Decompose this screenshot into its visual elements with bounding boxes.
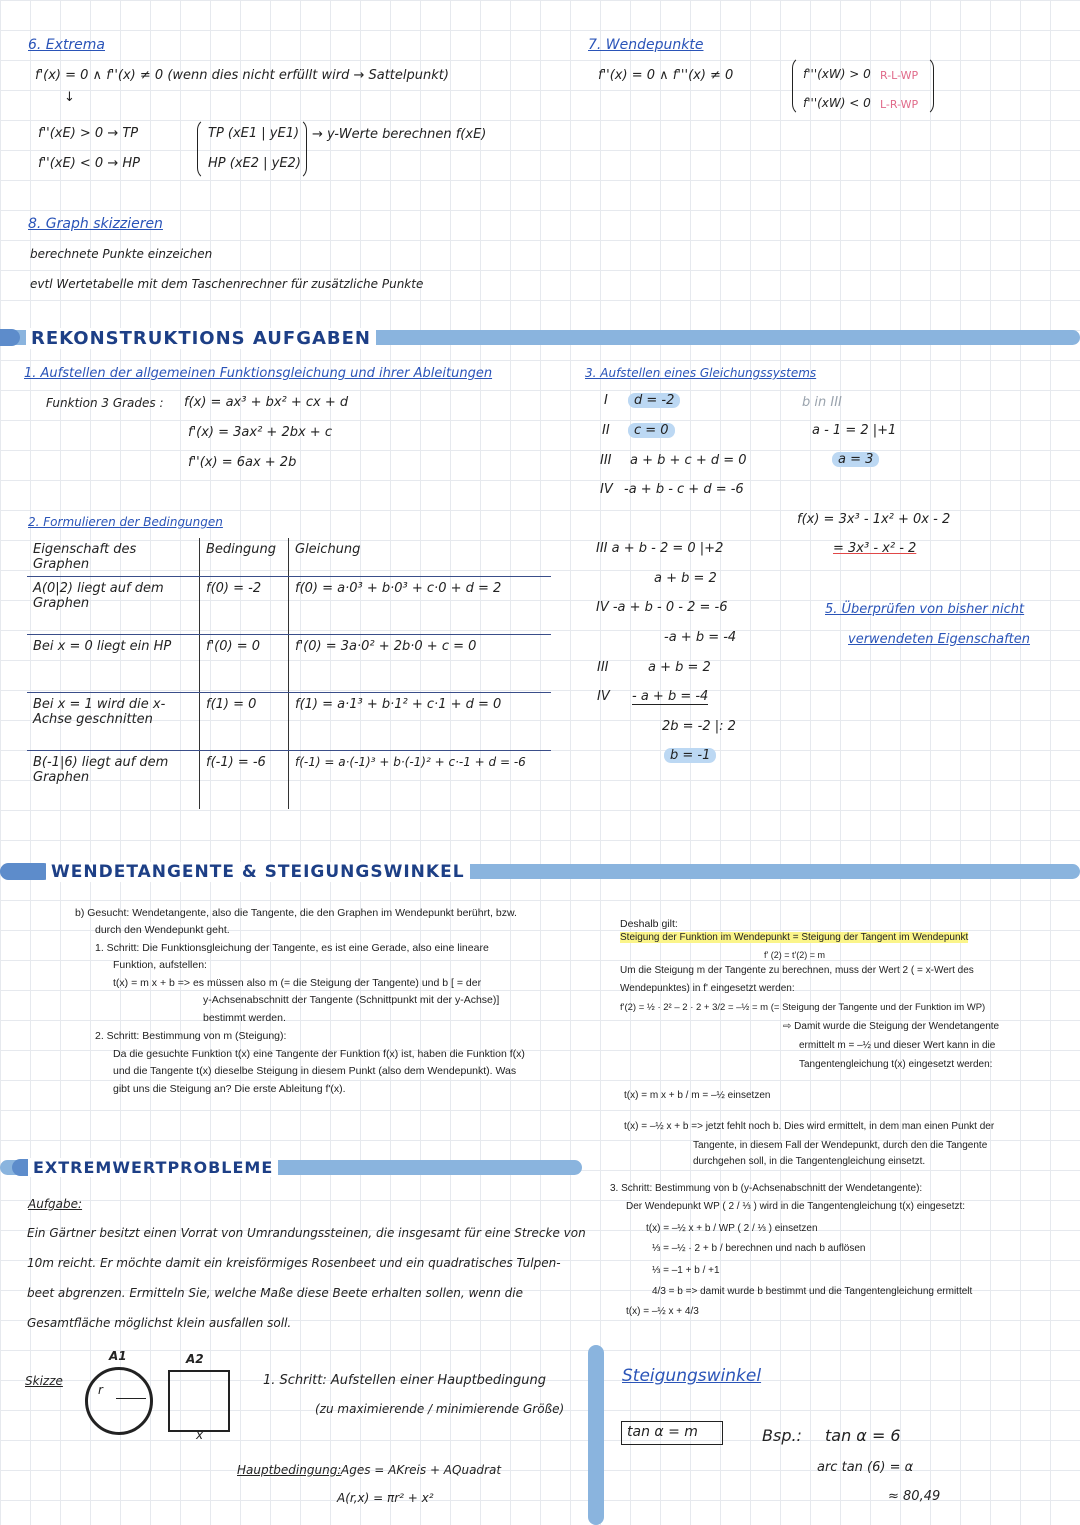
table-row (27, 635, 551, 693)
eq1: d = -2 (628, 393, 680, 408)
r-t2: t(x) = –½ x + b => jetzt fehlt noch b. Dies wird ermittelt, in dem man einen Punkt der (624, 1121, 995, 1132)
graph-bullet-1: berechnete Punkte einzeichen (30, 247, 213, 261)
table-cell: f(-1) = -6 (200, 751, 289, 809)
extrema-tp-line: f''(xE) > 0 → TP (38, 126, 139, 141)
aufgabe-label: Aufgabe: (28, 1197, 83, 1211)
r-p1: Um die Steigung m der Tangente zu berechnen, muss der Wert 2 ( = x-Wert des (620, 965, 974, 976)
tulpenbeet-square (168, 1370, 230, 1432)
eq1-number: I (604, 393, 608, 408)
function-result-simplified: = 3x³ - x² - 2 (833, 541, 917, 556)
table-cell: f(0) = -2 (200, 577, 289, 635)
example-line-2: arc tan (6) = α (817, 1460, 914, 1475)
step1-d: y-Achsenabschnitt der Tangente (Schnittpunkt mit der y-Achse)] (203, 994, 500, 1006)
table-cell: Bei x = 1 wird die x-Achse geschnitten (27, 693, 200, 751)
r-calc: f'(2) = ½ · 2² – 2 · 2 + 3/2 = –½ = m (= Steigung der Tangente und der Funktion im WP) (620, 1002, 986, 1013)
wendetangente-title-blob (0, 863, 52, 880)
table-cell: f'(0) = 0 (200, 635, 289, 693)
side-label: x (196, 1428, 204, 1442)
table-header-gleichung: Gleichung (289, 538, 552, 577)
sum-IV-label: IV (597, 689, 610, 704)
table-row (27, 751, 551, 809)
table-cell: f(1) = a·1³ + b·1² + c·1 + d = 0 (289, 693, 552, 751)
r-s3b: t(x) = –½ x + b / WP ( 2 / ⅓ ) einsetzen (646, 1223, 818, 1234)
down-arrow-icon: ↓ (64, 90, 75, 105)
IV-step-b: -a + b = -4 (664, 630, 737, 645)
step2-b: Da die gesuchte Funktion t(x) eine Tangente der Funktion f(x) ist, haben die Funktion f(x) (113, 1048, 525, 1060)
hauptbedingung-equation: Ages = AKreis + AQuadrat (341, 1463, 502, 1477)
graph-bullet-2: evtl Wertetabelle mit dem Taschenrechner für zusätzliche Punkte (30, 277, 424, 291)
radius-line (116, 1398, 146, 1399)
r-p2: Wendepunktes) in f' eingesetzt werden: (620, 983, 795, 994)
eq3: a + b + c + d = 0 (630, 453, 747, 468)
second-derivative: f''(x) = 6ax + 2b (188, 455, 297, 470)
table-cell: f(0) = a·0³ + b·0³ + c·0 + d = 2 (289, 577, 552, 635)
r-t1: t(x) = m x + b / m = –½ einsetzen (624, 1090, 771, 1101)
rekon-step3-heading: 3. Aufstellen eines Gleichungssystems (585, 366, 817, 380)
wendepunkte-heading: 7. Wendepunkte (588, 37, 704, 53)
r-d3: Tangentengleichung t(x) eingesetzt werden: (799, 1059, 993, 1070)
vertical-divider-bar (588, 1345, 604, 1525)
r-s3c: ⅓ = –½ · 2 + b / berechnen und nach b auflösen (652, 1243, 866, 1254)
r-s3a: Der Wendepunkt WP ( 2 / ⅓ ) wird in die Tangentengleichung t(x) eingesetzt: (626, 1201, 966, 1212)
schritt1-subtitle: (zu maximierende / minimierende Größe) (315, 1402, 565, 1416)
aufgabe-text-4: Gesamtfläche möglichst klein ausfallen soll. (27, 1316, 292, 1330)
table-cell: f'(0) = 3a·0² + 2b·0 + c = 0 (289, 635, 552, 693)
conditions-table (27, 538, 551, 809)
table-header-eigenschaft: Eigenschaft des Graphen (27, 538, 200, 577)
rl-condition: f'''(xW) > 0 (803, 67, 871, 81)
eq4: -a + b - c + d = -6 (624, 482, 744, 497)
table-cell: f(1) = 0 (200, 693, 289, 751)
extremwert-title: EXTREMWERTPROBLEME (28, 1158, 278, 1177)
extrema-heading: 6. Extrema (28, 37, 106, 53)
b-intro-2: durch den Wendepunkt geht. (95, 924, 230, 936)
wendetangente-title: WENDETANGENTE & STEIGUNGSWINKEL (46, 862, 470, 882)
skizze-label: Skizze (25, 1374, 63, 1388)
table-cell: A(0|2) liegt auf dem Graphen (27, 577, 200, 635)
r-t3: Tangente, in diesem Fall der Wendepunkt, durch den die Tangente (693, 1140, 988, 1151)
hauptbedingung-equation-2: A(r,x) = πr² + x² (337, 1491, 434, 1505)
table-row (27, 693, 551, 751)
extrema-hp-line: f''(xE) < 0 → HP (38, 156, 140, 171)
b-in-III: b in III (802, 395, 842, 410)
r-fp: f' (2) = t'(2) = m (764, 950, 825, 960)
rekon-step2-heading: 2. Formulieren der Bedingungen (28, 515, 223, 529)
r-d1: ⇨ Damit wurde die Steigung der Wendetangente (783, 1021, 1000, 1032)
step1-c: t(x) = m x + b => es müssen also m (= die Steigung der Tangente) und b [ = der (113, 977, 482, 989)
a-result: a = 3 (832, 452, 879, 467)
radius-label: r (98, 1383, 103, 1397)
extrema-hp-point: HP (xE2 | yE2) (208, 156, 301, 171)
step1-a: 1. Schritt: Die Funktionsgleichung der Tangente, es ist eine Gerade, also eine lineare (95, 942, 489, 954)
table-cell: Bei x = 0 liegt ein HP (27, 635, 200, 693)
wendepunkte-condition: f''(x) = 0 ∧ f'''(x) ≠ 0 (598, 68, 734, 83)
eq2: c = 0 (628, 423, 675, 438)
step1-e: bestimmt werden. (203, 1012, 286, 1024)
r-d2: ermittelt m = –½ und dieser Wert kann in die (799, 1040, 996, 1051)
table-row (27, 577, 551, 635)
table-cell: B(-1|6) liegt auf dem Graphen (27, 751, 200, 809)
a-step: a - 1 = 2 |+1 (812, 423, 897, 438)
steigungswinkel-formula: tan α = m (627, 1424, 698, 1440)
lr-label: L-R-WP (880, 98, 919, 111)
steigungswinkel-heading: Steigungswinkel (622, 1366, 762, 1386)
rekon-title: REKONSTRUKTIONS AUFGABEN (26, 328, 376, 349)
step2-d: gibt uns die Steigung an? Die erste Ableitung f'(x). (113, 1083, 346, 1095)
first-derivative: f'(x) = 3ax² + 2bx + c (188, 425, 332, 440)
a2-label: A2 (186, 1352, 204, 1366)
r-deshalb: Deshalb gilt: (620, 918, 678, 930)
rekon-step1-heading: 1. Aufstellen der allgemeinen Funktionsgleichung und ihrer Ableitungen (24, 366, 493, 381)
r-t4: durchgehen soll, in die Tangentengleichung einsetzt. (693, 1156, 926, 1167)
a1-label: A1 (109, 1349, 127, 1363)
eq2-number: II (602, 423, 610, 438)
IV-step-a: IV -a + b - 0 - 2 = -6 (596, 600, 728, 615)
general-function: f(x) = ax³ + bx² + cx + d (184, 395, 349, 410)
lr-condition: f'''(xW) < 0 (803, 96, 871, 110)
extrema-tp-point: TP (xE1 | yE1) (208, 126, 300, 141)
r-s3: 3. Schritt: Bestimmung von b (y-Achsenabschnitt der Wendetangente): (610, 1183, 923, 1194)
schritt1-heading: 1. Schritt: Aufstellen einer Hauptbedingung (263, 1373, 546, 1388)
step2-c: und die Tangente t(x) dieselbe Steigung in diesem Punkt (also dem Wendepunkt). Was (113, 1065, 517, 1077)
aufgabe-text-3: beet abgrenzen. Ermitteln Sie, welche Maße diese Beete erhalten sollen, wenn die (27, 1286, 524, 1300)
sum-III-label: III (597, 660, 609, 675)
rekon-function-label: Funktion 3 Grades : (46, 396, 164, 410)
r-s3d: ⅓ = –1 + b / +1 (652, 1265, 720, 1276)
function-result: f(x) = 3x³ - 1x² + 0x - 2 (797, 512, 951, 527)
table-cell: f(-1) = a·(-1)³ + b·(-1)² + c·-1 + d = -6 (295, 755, 526, 769)
r-highlight: Steigung der Funktion im Wendepunkt = Steigung der Tangent im Wendepunkt (620, 932, 969, 943)
extrema-yvalues: → y-Werte berechnen f(xE) (312, 127, 487, 142)
extrema-condition: f'(x) = 0 ∧ f''(x) ≠ 0 (wenn dies nicht erfüllt wird → Sattelpunkt) (35, 68, 449, 83)
eq4-number: IV (600, 482, 613, 497)
eq3-number: III (600, 453, 612, 468)
step5-line2: verwendeten Eigenschaften (848, 632, 1030, 647)
aufgabe-text-2: 10m reicht. Er möchte damit ein kreisförmiges Rosenbeet und ein quadratisches Tulpen- (27, 1256, 561, 1270)
example-label: Bsp.: (762, 1426, 802, 1445)
b-intro-1: b) Gesucht: Wendetangente, also die Tangente, die den Graphen im Wendepunkt berührt, bzw. (75, 907, 517, 919)
III-step-b: a + b = 2 (654, 571, 717, 586)
r-s3f: t(x) = –½ x + 4/3 (626, 1306, 699, 1317)
rosenbeet-circle (85, 1367, 153, 1435)
rekon-title-blob (0, 329, 20, 346)
rl-label: R-L-WP (880, 69, 919, 82)
sum-IV-eq: - a + b = -4 (632, 689, 709, 704)
aufgabe-text-1: Ein Gärtner besitzt einen Vorrat von Umrandungssteinen, die insgesamt für eine Strecke von (27, 1226, 586, 1240)
example-line-1: tan α = 6 (825, 1426, 901, 1445)
r-s3e: 4/3 = b => damit wurde b bestimmt und die Tangentengleichung ermittelt (652, 1286, 973, 1297)
hauptbedingung-label: Hauptbedingung: (237, 1463, 342, 1477)
example-line-3: ≈ 80,49 (888, 1489, 941, 1504)
table-header-bedingung: Bedingung (200, 538, 289, 577)
sum-III-eq: a + b = 2 (648, 660, 711, 675)
two-b-step: 2b = -2 |: 2 (662, 719, 736, 734)
III-step-a: III a + b - 2 = 0 |+2 (596, 541, 724, 556)
b-result: b = -1 (664, 748, 716, 763)
graph-heading: 8. Graph skizzieren (28, 216, 163, 232)
step1-b: Funktion, aufstellen: (113, 959, 207, 971)
step2-a: 2. Schritt: Bestimmung von m (Steigung): (95, 1030, 287, 1042)
step5-line1: 5. Überprüfen von bisher nicht (825, 602, 1025, 617)
